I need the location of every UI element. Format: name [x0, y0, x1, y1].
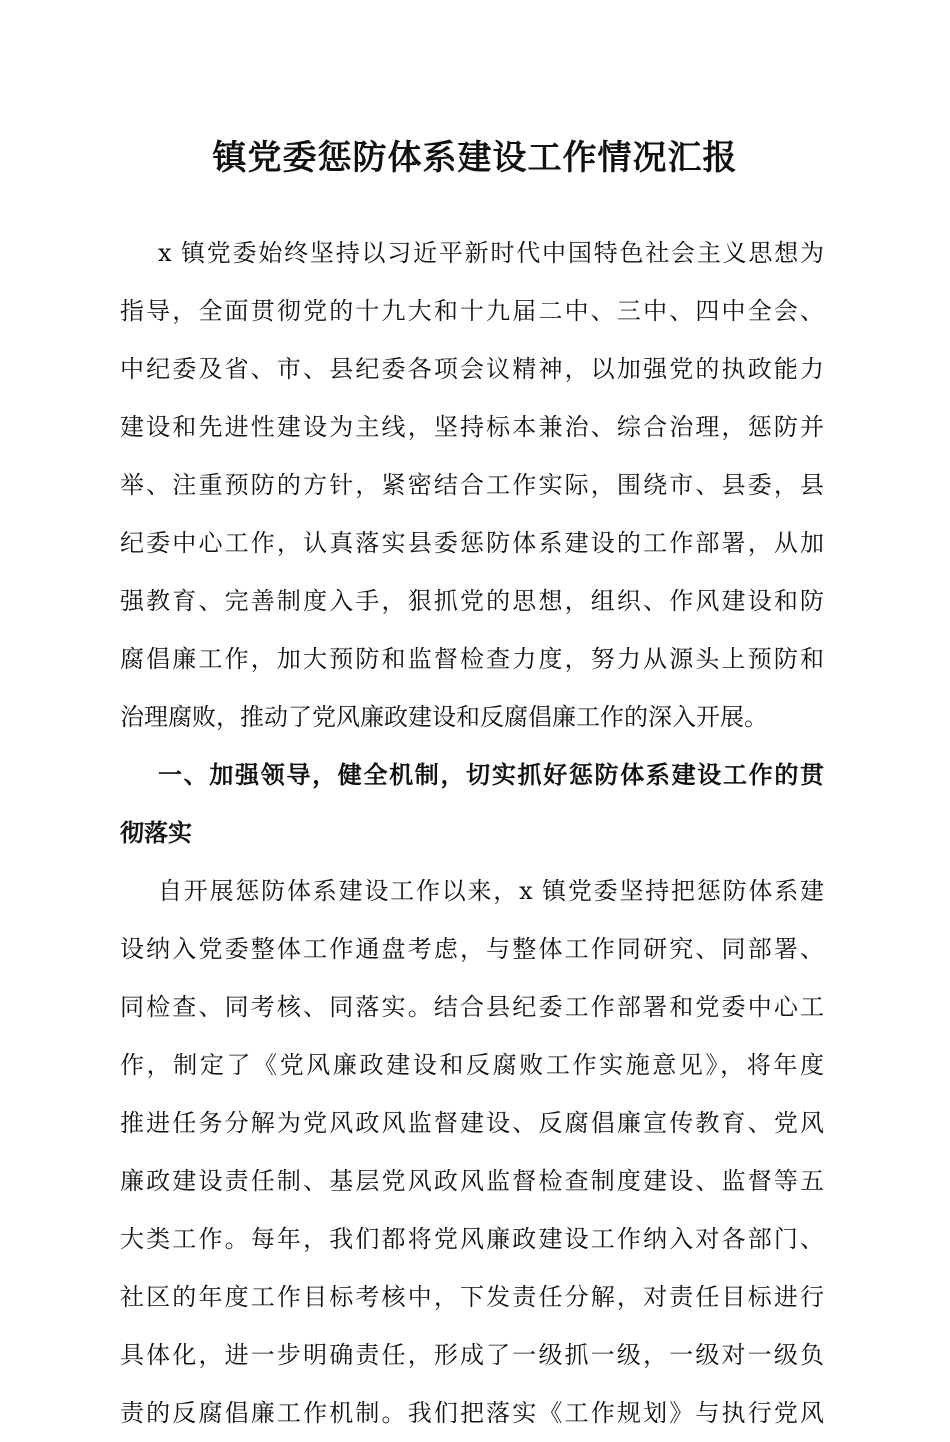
document-title: 镇党委惩防体系建设工作情况汇报: [212, 138, 738, 178]
paragraph-1-line-4: 建设和先进性建设为主线，坚持标本兼治、综合治理，惩防并: [120, 413, 824, 441]
paragraph-1-line-3: 中纪委及省、市、县纪委各项会议精神，以加强党的执政能力: [120, 355, 824, 383]
paragraph-2-line-10: 责的反腐倡廉工作机制。我们把落实《工作规划》与执行党风: [120, 1399, 824, 1427]
paragraph-1-line-2: 指导，全面贯彻党的十九大和十九届二中、三中、四中全会、: [120, 297, 824, 325]
paragraph-2-line-3: 同检查、同考核、同落实。结合县纪委工作部署和党委中心工: [120, 993, 824, 1021]
paragraph-2-line-7: 大类工作。每年，我们都将党风廉政建设工作纳入对各部门、: [120, 1225, 824, 1253]
paragraph-2-line-9: 具体化，进一步明确责任，形成了一级抓一级，一级对一级负: [120, 1341, 824, 1369]
document-body: [120, 224, 824, 1442]
paragraph-2-line-4: 作，制定了《党风廉政建设和反腐败工作实施意见》，将年度: [120, 1051, 824, 1079]
paragraph-2-line-8: 社区的年度工作目标考核中，下发责任分解，对责任目标进行: [120, 1283, 824, 1311]
paragraph-2-line-6: 廉政建设责任制、基层党风政风监督检查制度建设、监督等五: [120, 1167, 824, 1195]
section-heading-line-1: 一、加强领导，健全机制，切实抓好惩防体系建设工作的贯: [158, 761, 824, 789]
paragraph-1-line-7: 强教育、完善制度入手，狠抓党的思想，组织、作风建设和防: [120, 587, 824, 615]
paragraph-1-line-5: 举、注重预防的方针，紧密结合工作实际，围绕市、县委，县: [120, 471, 824, 499]
paragraph-1-line-9: 治理腐败，推动了党风廉政建设和反腐倡廉工作的深入开展。: [120, 703, 768, 731]
paragraph-2-line-5: 推进任务分解为党风政风监督建设、反腐倡廉宣传教育、党风: [120, 1109, 824, 1137]
paragraph-2-line-1: 自开展惩防体系建设工作以来，x 镇党委坚持把惩防体系建: [158, 877, 824, 905]
paragraph-1-line-8: 腐倡廉工作，加大预防和监督检查力度，努力从源头上预防和: [120, 645, 824, 673]
section-heading-line-2: 彻落实: [120, 819, 192, 847]
paragraph-1-line-6: 纪委中心工作，认真落实县委惩防体系建设的工作部署，从加: [120, 529, 824, 557]
paragraph-1-line-1: x 镇党委始终坚持以习近平新时代中国特色社会主义思想为: [158, 239, 824, 267]
paragraph-2-line-2: 设纳入党委整体工作通盘考虑，与整体工作同研究、同部署、: [120, 935, 824, 963]
